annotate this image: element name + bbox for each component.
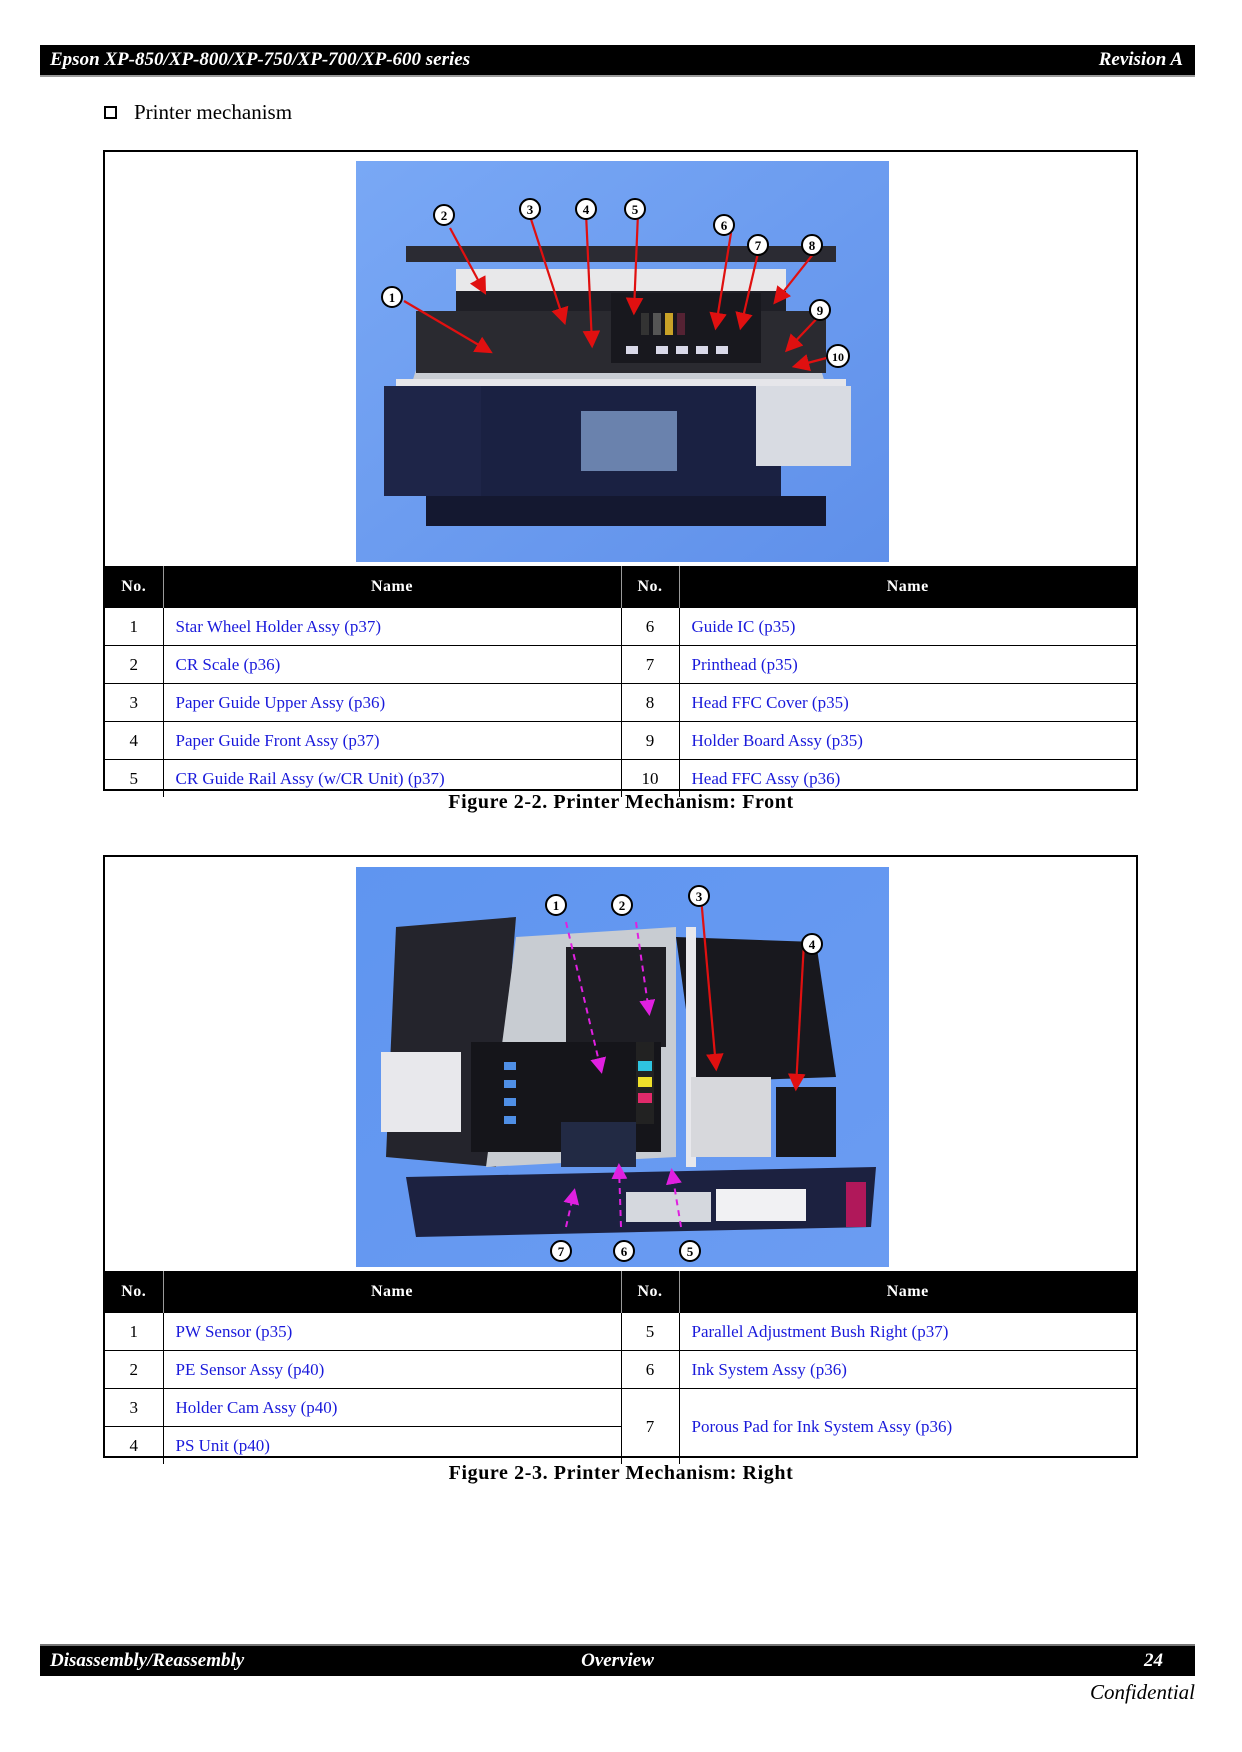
svg-text:10: 10 <box>832 350 844 364</box>
printer-front-illustration <box>356 161 889 562</box>
col-header-name: Name <box>679 1271 1136 1313</box>
part-number: 3 <box>105 1389 163 1427</box>
page-footer-bar <box>40 1644 1195 1676</box>
section-heading <box>104 100 292 125</box>
svg-text:6: 6 <box>720 218 728 233</box>
table-row <box>105 1351 1136 1389</box>
table-row <box>105 722 1136 760</box>
footer-chapter: Disassembly/Reassembly <box>50 1650 245 1671</box>
part-link[interactable]: Star Wheel Holder Assy (p37) <box>163 608 621 646</box>
table-row <box>105 646 1136 684</box>
table-header-row <box>105 566 1136 608</box>
col-header-no: No. <box>621 1271 679 1313</box>
part-link[interactable]: Printhead (p35) <box>679 646 1136 684</box>
svg-text:4: 4 <box>582 202 590 217</box>
figure-caption-front: Figure 2-2. Printer Mechanism: Front <box>448 791 794 813</box>
printer-right-illustration <box>356 867 889 1267</box>
part-number: 6 <box>621 1351 679 1389</box>
part-number: 1 <box>129 1321 138 1341</box>
part-number: 7 <box>621 1389 679 1465</box>
table-row <box>105 1389 1136 1427</box>
svg-text:5: 5 <box>631 202 639 217</box>
part-link[interactable]: Holder Board Assy (p35) <box>679 722 1136 760</box>
printer-front-photo <box>356 161 889 562</box>
page-number: 24 <box>1144 1650 1163 1671</box>
col-header-name: Name <box>679 566 1136 608</box>
part-link[interactable]: PS Unit (p40) <box>163 1427 621 1465</box>
page-header-bar <box>40 45 1195 77</box>
col-header-name: Name <box>163 1271 621 1313</box>
part-link[interactable]: Porous Pad for Ink System Assy (p36) <box>679 1389 1136 1465</box>
part-link[interactable]: PE Sensor Assy (p40) <box>163 1351 621 1389</box>
part-link[interactable]: Parallel Adjustment Bush Right (p37) <box>679 1313 1136 1351</box>
part-link[interactable]: Head FFC Assy (p36) <box>679 760 1136 798</box>
part-number: 7 <box>621 646 679 684</box>
part-number: 4 <box>105 1427 163 1465</box>
revision-label: Revision A <box>1098 49 1183 70</box>
svg-text:5: 5 <box>686 1244 694 1259</box>
figure-caption-right: Figure 2-3. Printer Mechanism: Right <box>448 1462 794 1484</box>
svg-text:8: 8 <box>808 238 816 253</box>
svg-text:2: 2 <box>618 898 626 913</box>
printer-right-photo <box>356 867 889 1267</box>
col-header-name: Name <box>163 566 621 608</box>
svg-text:6: 6 <box>620 1244 628 1259</box>
svg-text:7: 7 <box>754 238 762 253</box>
col-header-no: No. <box>105 566 163 608</box>
part-number: 6 <box>621 608 679 646</box>
figure-right-box <box>103 855 1138 1458</box>
col-header-no: No. <box>621 566 679 608</box>
table-header-row <box>105 1271 1136 1313</box>
svg-text:3: 3 <box>526 202 534 217</box>
part-number: 2 <box>105 646 163 684</box>
part-link[interactable]: Paper Guide Front Assy (p37) <box>163 722 621 760</box>
svg-text:2: 2 <box>440 208 448 223</box>
parts-table-right <box>105 1271 1136 1464</box>
svg-text:1: 1 <box>388 290 396 305</box>
svg-text:4: 4 <box>808 937 816 952</box>
svg-text:7: 7 <box>557 1244 565 1259</box>
table-row <box>105 684 1136 722</box>
footer-section: Overview <box>581 1650 654 1671</box>
svg-text:3: 3 <box>695 889 703 904</box>
part-link[interactable]: Paper Guide Upper Assy (p36) <box>163 684 621 722</box>
part-number: 1 <box>129 616 138 636</box>
svg-text:1: 1 <box>552 898 560 913</box>
part-number: 5 <box>621 1313 679 1351</box>
part-number: 8 <box>621 684 679 722</box>
svg-text:9: 9 <box>816 303 824 318</box>
parts-table-front <box>105 566 1136 797</box>
section-title: Printer mechanism <box>134 100 293 124</box>
part-link[interactable]: Ink System Assy (p36) <box>679 1351 1136 1389</box>
part-number: 5 <box>105 760 163 798</box>
part-number: 4 <box>105 722 163 760</box>
col-header-no: No. <box>105 1271 163 1313</box>
table-row <box>105 1313 1136 1351</box>
part-link[interactable]: CR Scale (p36) <box>163 646 621 684</box>
hollow-square-icon <box>104 106 117 119</box>
part-number: 2 <box>105 1351 163 1389</box>
part-number: 3 <box>105 684 163 722</box>
part-link[interactable]: Head FFC Cover (p35) <box>679 684 1136 722</box>
figure-front-box <box>103 150 1138 791</box>
part-link[interactable]: PW Sensor (p35) <box>163 1313 621 1351</box>
part-link[interactable]: Guide IC (p35) <box>679 608 1136 646</box>
document-title: Epson XP-850/XP-800/XP-750/XP-700/XP-600 series <box>50 49 471 70</box>
part-number: 9 <box>621 722 679 760</box>
table-row <box>105 608 1136 646</box>
confidential-label: Confidential <box>1090 1680 1195 1704</box>
part-link[interactable]: CR Guide Rail Assy (w/CR Unit) (p37) <box>163 760 621 798</box>
part-number: 10 <box>621 760 679 798</box>
part-link[interactable]: Holder Cam Assy (p40) <box>163 1389 621 1427</box>
